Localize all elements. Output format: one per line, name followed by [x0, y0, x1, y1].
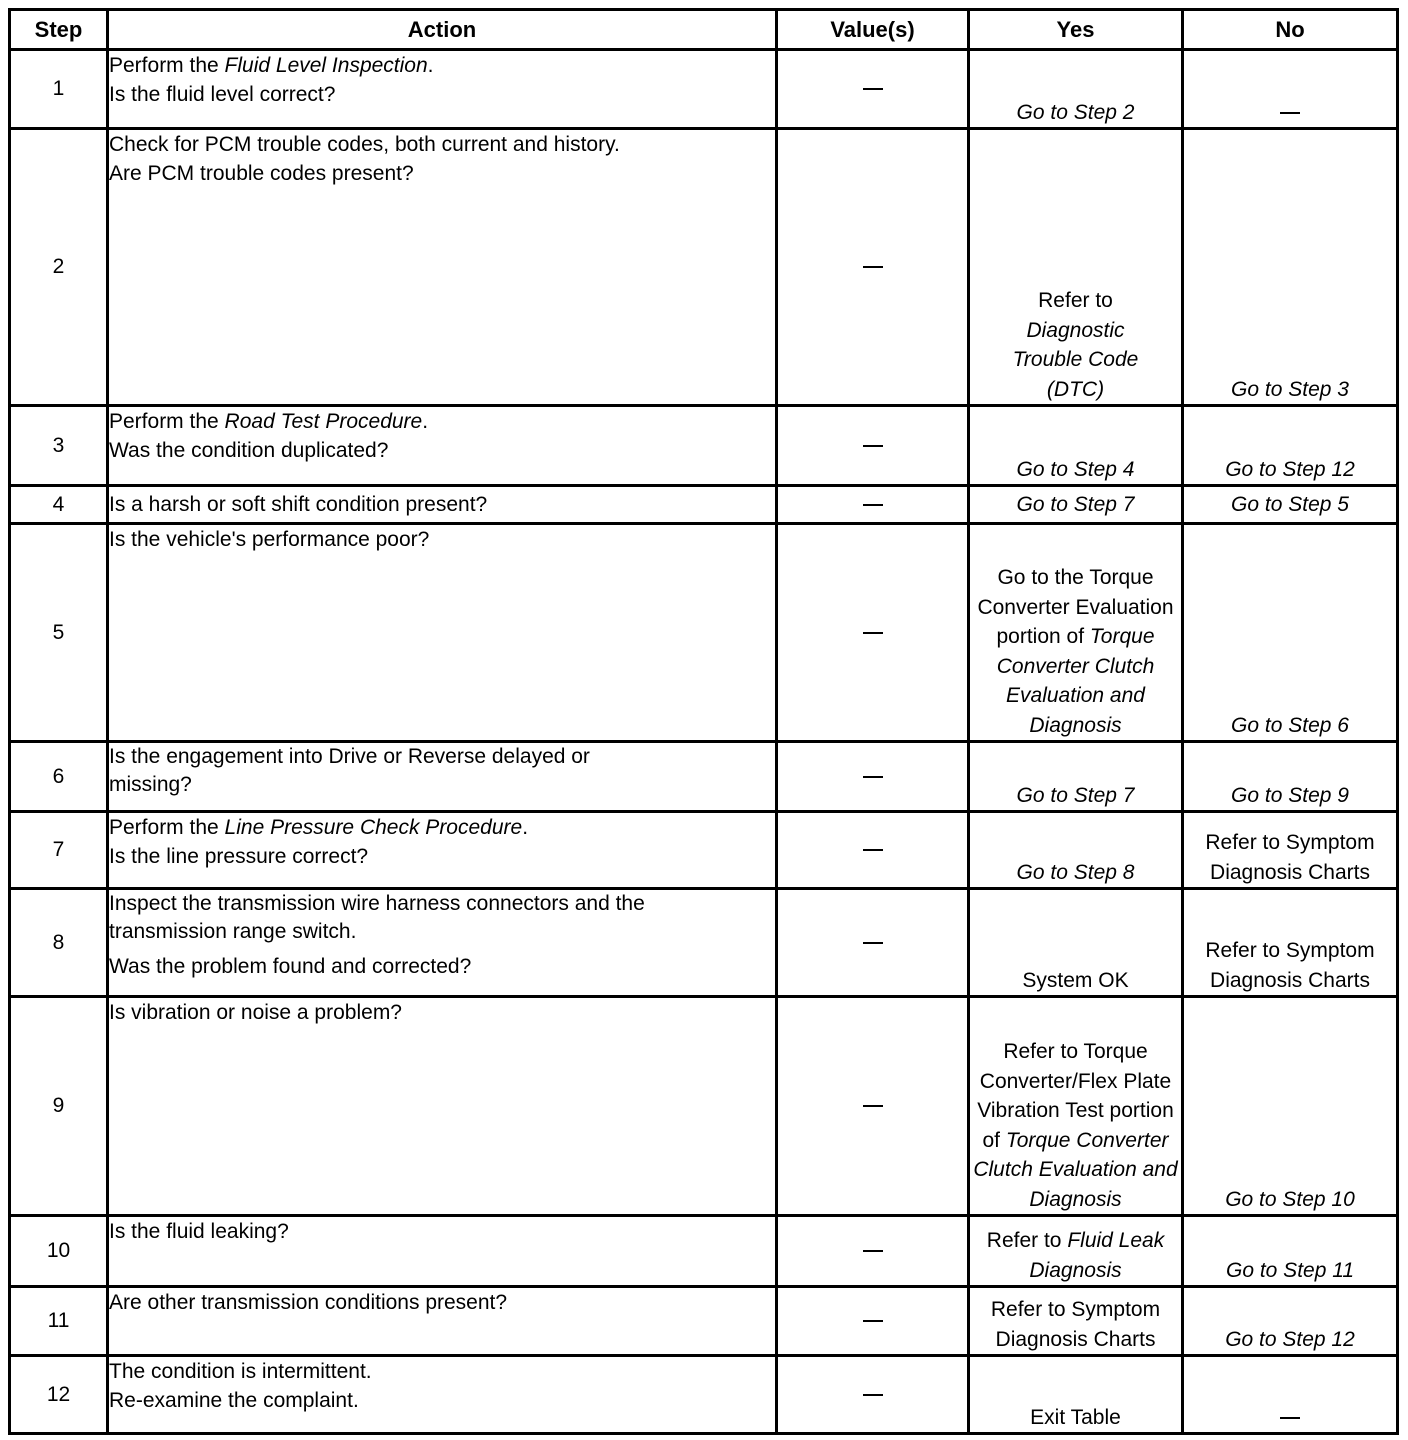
action-cell: [108, 486, 777, 524]
dash-mark: [1280, 112, 1300, 114]
action-line: Re-examine the complaint.: [109, 1389, 359, 1412]
dash-mark: [863, 88, 883, 90]
dash-mark: [863, 1105, 883, 1107]
step-number: 1: [10, 50, 108, 129]
value-cell: [777, 50, 969, 129]
dash-mark: [1280, 1417, 1300, 1419]
no-cell: Go to Step 10: [1183, 997, 1398, 1216]
action-cell: [108, 129, 777, 406]
step-number: 8: [10, 889, 108, 997]
action-line: Check for PCM trouble codes, both current and history.: [109, 133, 620, 156]
yes-cell: Go to Step 8: [969, 812, 1183, 889]
action-line: missing?: [109, 773, 192, 796]
action-cell: [108, 1356, 777, 1434]
yes-cell: Go to Step 4: [969, 406, 1183, 486]
value-cell: [777, 742, 969, 812]
no-cell: Go to Step 12: [1183, 1287, 1398, 1356]
action-line: Inspect the transmission wire harness connectors and the: [109, 892, 645, 915]
action-question: Is a harsh or soft shift condition present?: [109, 493, 488, 516]
action-question: Is the fluid leaking?: [109, 1220, 289, 1243]
action-cell: [108, 50, 777, 129]
table-row: [10, 486, 1398, 524]
action-cell: [108, 406, 777, 486]
yes-cell: Go to the Torque Converter Evaluation portion of Torque Converter Clutch Evaluation and Diagnosis: [969, 524, 1183, 742]
header-no: No: [1183, 10, 1398, 50]
header-values: Value(s): [777, 10, 969, 50]
action-cell: [108, 997, 777, 1216]
action-question: Is the line pressure correct?: [109, 845, 369, 868]
yes-cell: Go to Step 7: [969, 742, 1183, 812]
diagnostic-table: [8, 8, 1399, 1435]
table-row: [10, 889, 1398, 997]
action-question: Is vibration or noise a problem?: [109, 1001, 402, 1024]
no-cell: Go to Step 3: [1183, 129, 1398, 406]
step-number: 3: [10, 406, 108, 486]
value-cell: [777, 1287, 969, 1356]
action-line: Perform the Line Pressure Check Procedure.: [109, 816, 529, 839]
no-cell: Go to Step 12: [1183, 406, 1398, 486]
action-cell: [108, 1216, 777, 1287]
action-cell: [108, 812, 777, 889]
step-number: 2: [10, 129, 108, 406]
no-cell: [1183, 50, 1398, 129]
step-number: 5: [10, 524, 108, 742]
yes-cell: Go to Step 2: [969, 50, 1183, 129]
header-action: Action: [108, 10, 777, 50]
yes-cell: Refer to Torque Converter/Flex Plate Vibration Test portion of Torque Converter Clutch Evaluation and Diagnosis: [969, 997, 1183, 1216]
action-line: The condition is intermittent.: [109, 1360, 372, 1383]
value-cell: [777, 406, 969, 486]
action-line: Perform the Fluid Level Inspection.: [109, 54, 434, 77]
dash-mark: [863, 1320, 883, 1322]
step-number: 10: [10, 1216, 108, 1287]
no-cell: [1183, 1356, 1398, 1434]
action-line: transmission range switch.: [109, 920, 357, 943]
table-row: [10, 406, 1398, 486]
yes-cell: Refer to Fluid Leak Diagnosis: [969, 1216, 1183, 1287]
step-number: 4: [10, 486, 108, 524]
value-cell: [777, 889, 969, 997]
yes-cell: Refer to Symptom Diagnosis Charts: [969, 1287, 1183, 1356]
dash-mark: [863, 632, 883, 634]
action-question: Are other transmission conditions present?: [109, 1291, 508, 1314]
table-row: [10, 129, 1398, 406]
header-yes: Yes: [969, 10, 1183, 50]
value-cell: [777, 1356, 969, 1434]
action-cell: [108, 1287, 777, 1356]
yes-cell: Go to Step 7: [969, 486, 1183, 524]
no-cell: Refer to Symptom Diagnosis Charts: [1183, 889, 1398, 997]
value-cell: [777, 129, 969, 406]
table-row: [10, 1356, 1398, 1434]
value-cell: [777, 1216, 969, 1287]
step-number: 9: [10, 997, 108, 1216]
header-row: [10, 10, 1398, 50]
action-cell: [108, 889, 777, 997]
value-cell: [777, 524, 969, 742]
yes-cell: System OK: [969, 889, 1183, 997]
action-line: Is the engagement into Drive or Reverse delayed or: [109, 745, 590, 768]
value-cell: [777, 486, 969, 524]
action-cell: [108, 524, 777, 742]
no-cell: Go to Step 6: [1183, 524, 1398, 742]
yes-cell: Exit Table: [969, 1356, 1183, 1434]
header-step: Step: [10, 10, 108, 50]
action-question: Are PCM trouble codes present?: [109, 162, 414, 185]
dash-mark: [863, 776, 883, 778]
yes-cell: Refer to Diagnostic Trouble Code (DTC): [969, 129, 1183, 406]
step-number: 6: [10, 742, 108, 812]
dash-mark: [863, 942, 883, 944]
no-cell: Go to Step 9: [1183, 742, 1398, 812]
table-row: [10, 742, 1398, 812]
no-cell: Go to Step 11: [1183, 1216, 1398, 1287]
no-cell: Go to Step 5: [1183, 486, 1398, 524]
action-line: Perform the Road Test Procedure.: [109, 410, 429, 433]
dash-mark: [863, 1394, 883, 1396]
action-question: Is the fluid level correct?: [109, 83, 336, 106]
step-number: 12: [10, 1356, 108, 1434]
table-row: [10, 50, 1398, 129]
table-row: [10, 997, 1398, 1216]
action-cell: [108, 742, 777, 812]
table-row: [10, 524, 1398, 742]
table-row: [10, 1287, 1398, 1356]
value-cell: [777, 812, 969, 889]
dash-mark: [863, 445, 883, 447]
dash-mark: [863, 266, 883, 268]
value-cell: [777, 997, 969, 1216]
dash-mark: [863, 849, 883, 851]
no-cell: Refer to Symptom Diagnosis Charts: [1183, 812, 1398, 889]
step-number: 7: [10, 812, 108, 889]
action-question: Was the problem found and corrected?: [109, 955, 472, 978]
action-question: Is the vehicle's performance poor?: [109, 528, 430, 551]
dash-mark: [863, 1250, 883, 1252]
dash-mark: [863, 504, 883, 506]
table-row: [10, 812, 1398, 889]
step-number: 11: [10, 1287, 108, 1356]
table-row: [10, 1216, 1398, 1287]
action-question: Was the condition duplicated?: [109, 439, 389, 462]
